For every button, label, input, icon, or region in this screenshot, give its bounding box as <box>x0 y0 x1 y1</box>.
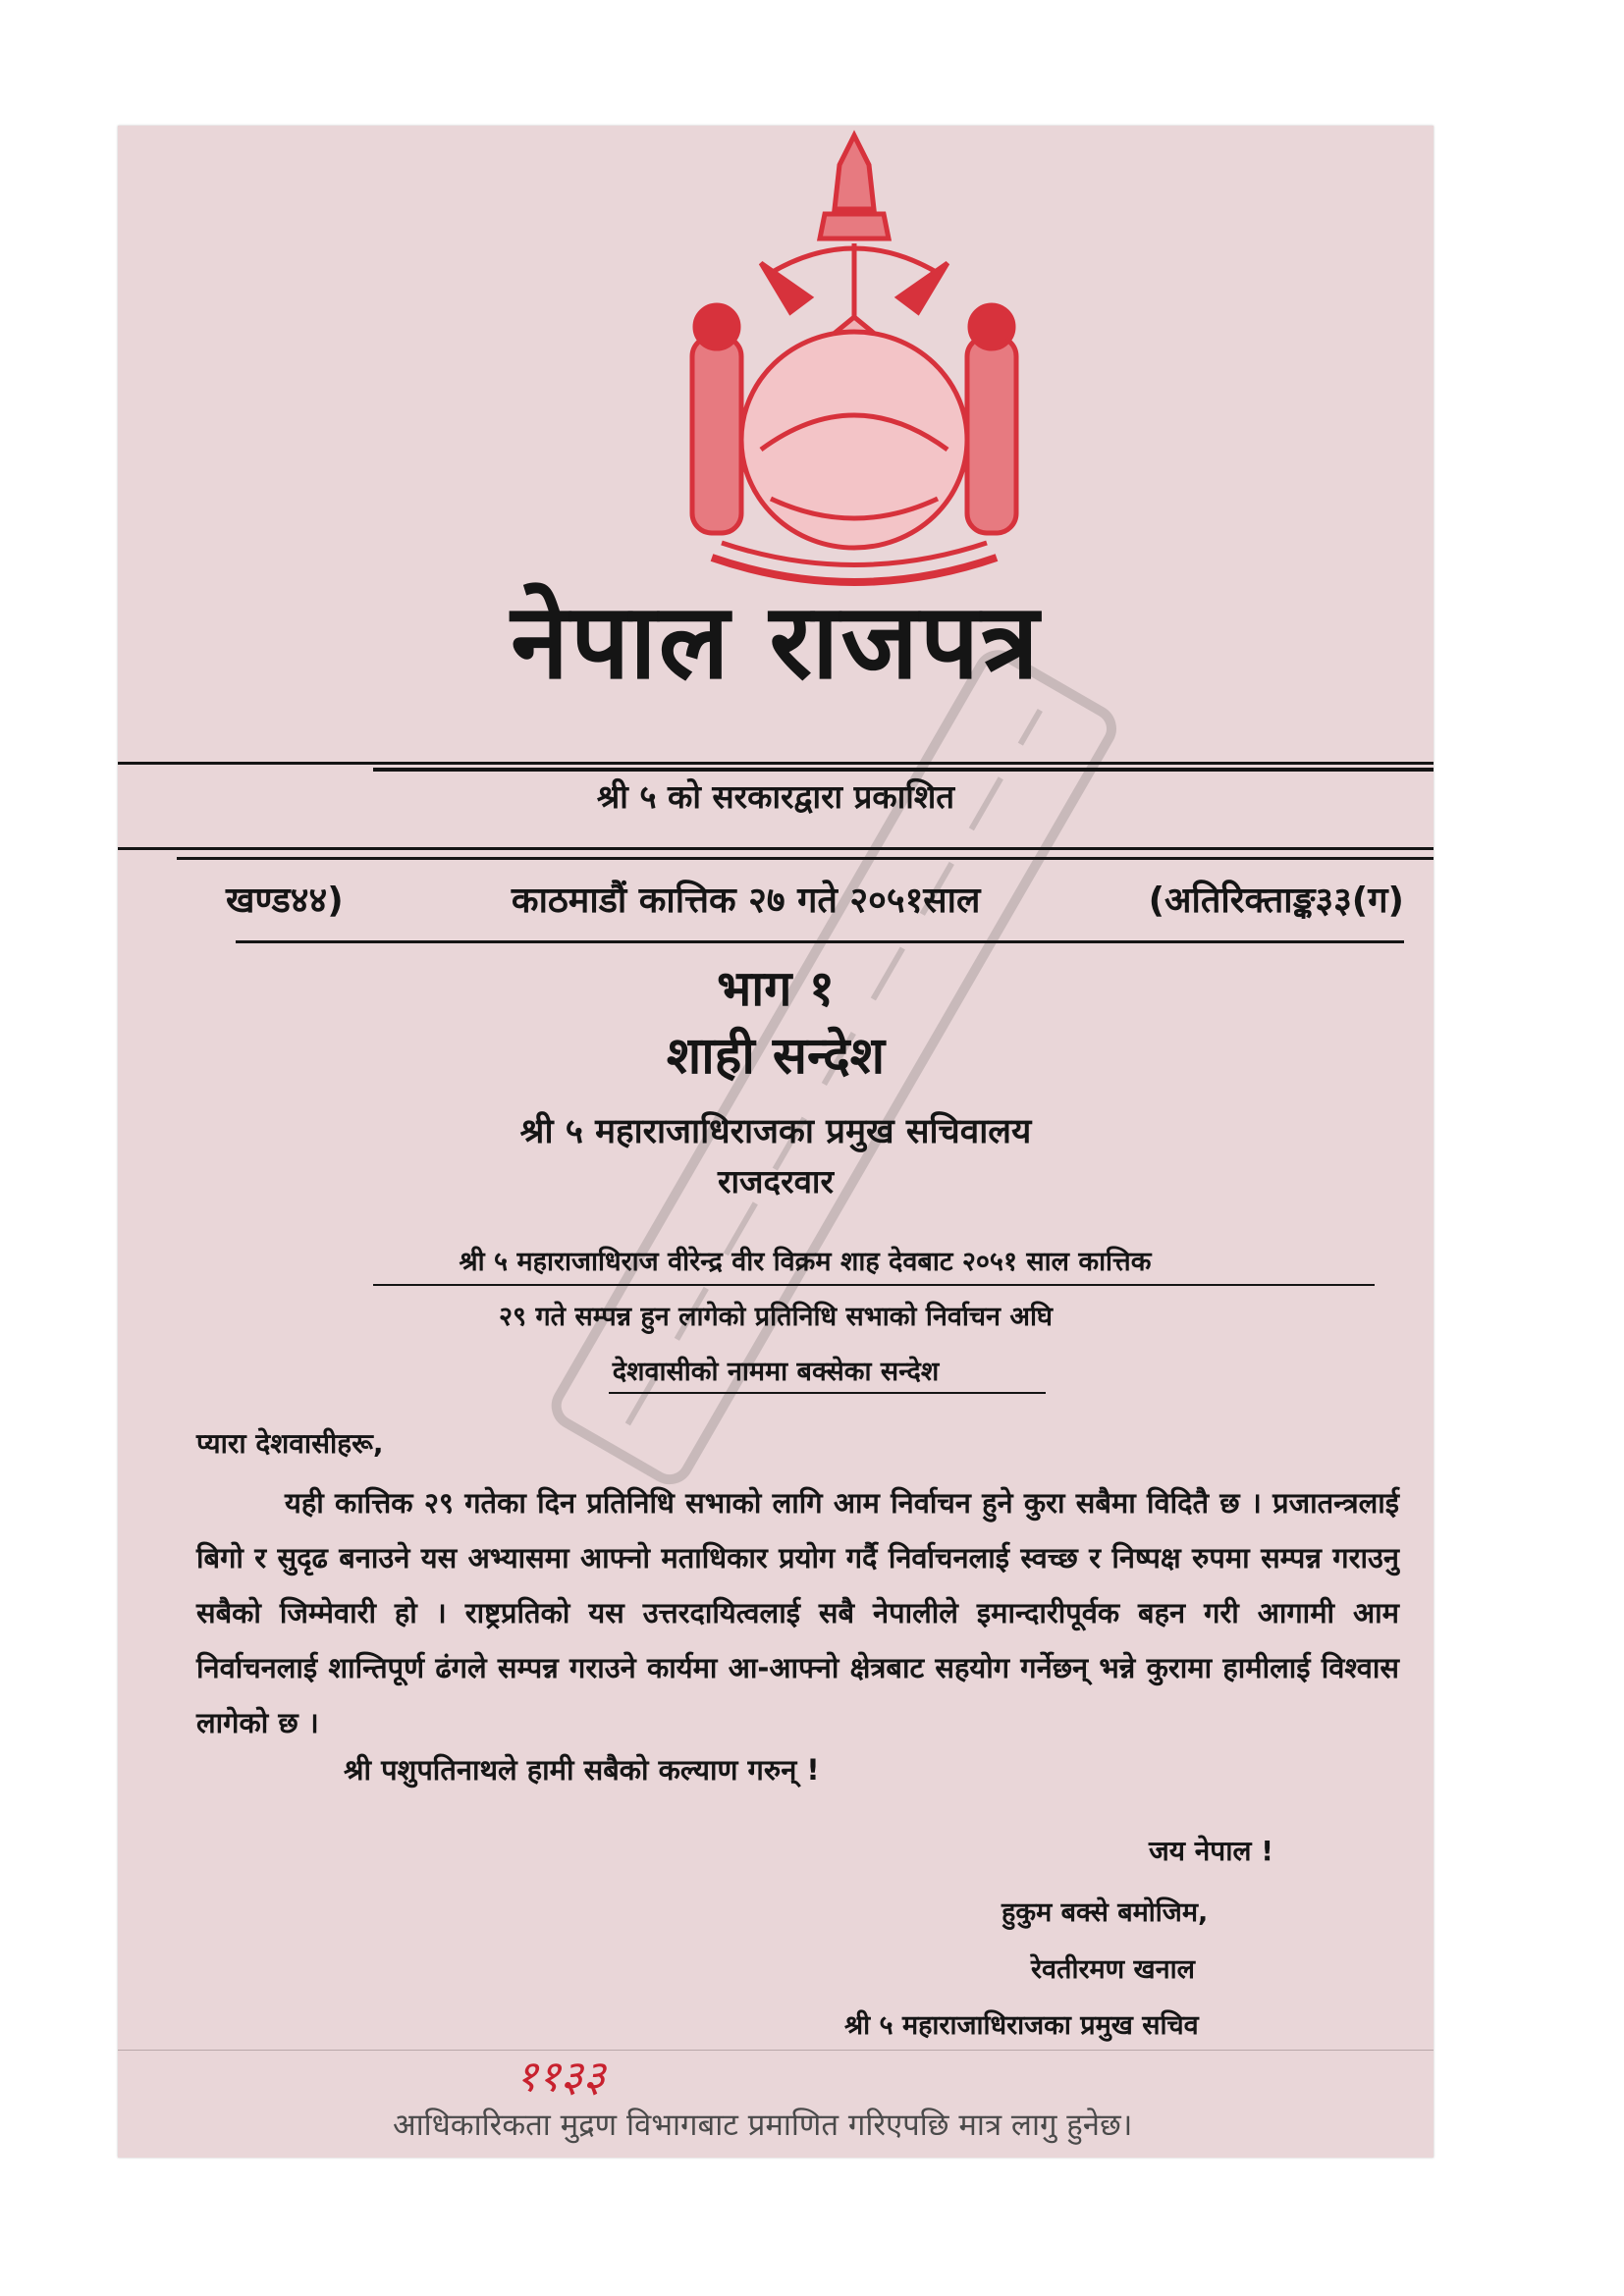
intro-underline <box>609 1392 1046 1394</box>
masthead-rule <box>118 762 1434 765</box>
issue-date: काठमाडौं कात्तिक २७ गते २०५१साल <box>511 881 981 921</box>
section-heading: शाही सन्देश <box>666 1026 886 1086</box>
masthead-rule-thick <box>373 768 1434 772</box>
salutation: प्यारा देशवासीहरू, <box>196 1427 384 1460</box>
issue-rule-top-2 <box>177 857 1434 860</box>
message-body: यही कात्तिक २९ गतेका दिन प्रतिनिधि सभाको लागि आम निर्वाचन हुने कुरा सबैमा विदितै छ । प्रजातन्त्रलाई बिगो र सुदृढ बनाउने यस अभ्यासमा आफ्नो मताधिकार प्रयोग गर्दै निर्वाचनलाई स्वच्छ र निष्पक्ष रुपमा सम्पन्न गराउनु सबैको जिम्मेवारी हो । राष्ट्रप्रतिको यस उत्तरदायित्वलाई सबै नेपालीले इमान्दारीपूर्वक बहन गरी आगामी आम निर्वाचनलाई शान्तिपूर्ण ढंगले सम्पन्न गराउने कार्यमा आ-आफ्नो क्षेत्रबाट सहयोग गर्नेछन् भन्ने कुरामा हामीलाई विश्वास लागेको छ । <box>196 1486 1399 1739</box>
footer-rule <box>118 2050 1434 2051</box>
intro-line: देशवासीको नाममा बक्सेका सन्देश <box>612 1357 940 1387</box>
signatory-title: श्री ५ महाराजाधिराजका प्रमुख सचिव <box>844 2010 1199 2041</box>
footer-note: आधिकारिकता मुद्रण विभागबाट प्रमाणित गरिएपछि मात्र लागु हुनेछ। <box>393 2108 1133 2143</box>
signature-order-line: हुकुम बक्से बमोजिम, <box>1001 1897 1209 1928</box>
office-heading: श्री ५ महाराजाधिराजका प्रमुख सचिवालय <box>519 1112 1032 1151</box>
gazette-page <box>118 126 1434 2158</box>
issue-rule-bottom <box>236 940 1404 943</box>
palace-heading: राजदरवार <box>718 1162 834 1201</box>
issue-volume: खण्ड४४) <box>226 881 344 921</box>
intro-line: श्री ५ महाराजाधिराज वीरेन्द्र वीर विक्रम शाह देवबाट २०५१ साल कात्तिक <box>459 1247 1152 1277</box>
signatory-name: रेवतीरमण खनाल <box>1031 1954 1195 1985</box>
issue-info-line <box>226 875 1404 923</box>
intro-line: २९ गते सम्पन्न हुन लागेको प्रतिनिधि सभाको निर्वाचन अघि <box>499 1302 1053 1332</box>
handwritten-number: ११३३ <box>515 2052 606 2102</box>
intro-rule <box>373 1284 1375 1286</box>
blessing-line: श्री पशुपतिनाथले हामी सबैको कल्याण गरुन् ! <box>344 1753 820 1787</box>
gazette-masthead: नेपाल राजपत्र <box>511 579 1041 702</box>
coat-of-arms-emblem <box>653 126 1056 597</box>
closing-line: जय नेपाल ! <box>1149 1835 1273 1867</box>
issue-supplement: (अतिरिक्ताङ्क३३(ग) <box>1148 881 1404 921</box>
publisher-line: श्री ५ को सरकारद्वारा प्रकाशित <box>596 777 955 816</box>
part-heading: भाग १ <box>717 959 835 1017</box>
issue-rule-top <box>118 847 1434 850</box>
